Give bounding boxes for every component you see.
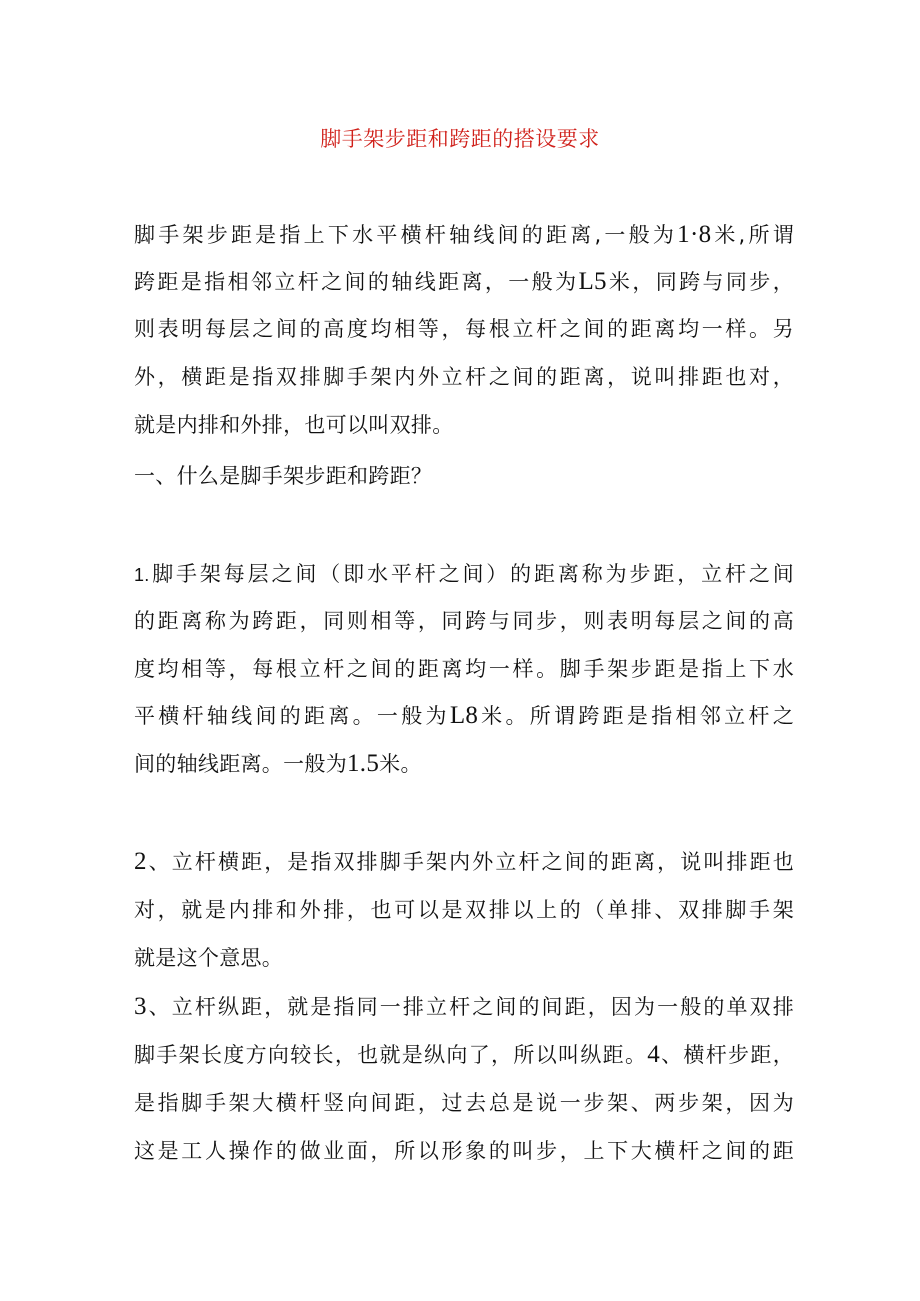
text-span: 、立杆横距，是指双排脚手架内外立杆之间的距离，说叫排距也	[146, 850, 794, 874]
item2-line1	[134, 845, 794, 879]
number-span: 1·8	[677, 221, 712, 248]
paragraph1-line1	[134, 218, 794, 252]
paragraph1-line2	[134, 265, 794, 299]
text-span: 米。	[379, 752, 422, 776]
item1-line3: 度均相等，每根立杆之间的距离均一样。脚手架步距是指上下水	[134, 657, 794, 681]
section-heading: 一、什么是脚手架步距和跨距？	[134, 464, 433, 488]
text-span: 跨距是指相邻立杆之间的轴线距离，一般为	[134, 270, 579, 294]
text-span: 米，同跨与同步，	[606, 270, 794, 294]
item3-line1	[134, 990, 794, 1024]
text-span: 脚手架步距是指上下水平横杆轴线间的距离,一般为	[134, 223, 678, 247]
text-span: 间的轴线距离。一般为	[134, 752, 347, 776]
text-span: 平横杆轴线间的距离。一般为	[134, 704, 450, 728]
number-span: L5	[578, 268, 607, 295]
item3-line2	[134, 1038, 794, 1072]
item-number: 3	[134, 993, 147, 1020]
paragraph1-line5: 就是内排和外排，也可以叫双排。	[134, 413, 454, 437]
paragraph1-line3: 则表明每层之间的高度均相等，每根立杆之间的距离均一样。另	[134, 317, 794, 341]
item2-line2: 对，就是内排和外排，也可以是双排以上的（单排、双排脚手架	[134, 898, 794, 922]
text-span: 、立杆纵距，就是指同一排立杆之间的间距，因为一般的单双排	[146, 995, 794, 1019]
item3-line4: 这是工人操作的做业面，所以形象的叫步，上下大横杆之间的距	[134, 1139, 794, 1163]
item2-line3: 就是这个意思。	[134, 946, 284, 970]
number-span: 1.5	[347, 750, 380, 777]
text-span: 米。所谓跨距是指相邻立杆之	[478, 704, 794, 728]
item1-line4	[134, 699, 794, 733]
item3-line3: 是指脚手架大横杆竖向间距，过去总是说一步架、两步架，因为	[134, 1091, 794, 1115]
item1-line1	[134, 557, 794, 592]
document-title: 脚手架步距和跨距的搭设要求	[320, 127, 600, 151]
number-span: 4	[647, 1041, 661, 1068]
item-number: 2	[134, 848, 147, 875]
item1-line2: 的距离称为跨距，同则相等，同跨与同步，则表明每层之间的高	[134, 609, 794, 633]
number-span: L8	[449, 702, 479, 729]
text-span: 脚手架长度方向较长，也就是纵向了，所以叫纵距。	[134, 1043, 648, 1067]
item-number: 1.	[134, 565, 150, 585]
item1-line5	[134, 747, 422, 781]
text-span: 、横杆步距，	[660, 1043, 794, 1067]
text-span: 米,所谓	[711, 223, 794, 247]
text-span: 脚手架每层之间（即水平杆之间）的距离称为步距，立杆之间	[149, 562, 794, 586]
paragraph1-line4: 外，横距是指双排脚手架内外立杆之间的距离，说叫排距也对，	[134, 365, 794, 389]
